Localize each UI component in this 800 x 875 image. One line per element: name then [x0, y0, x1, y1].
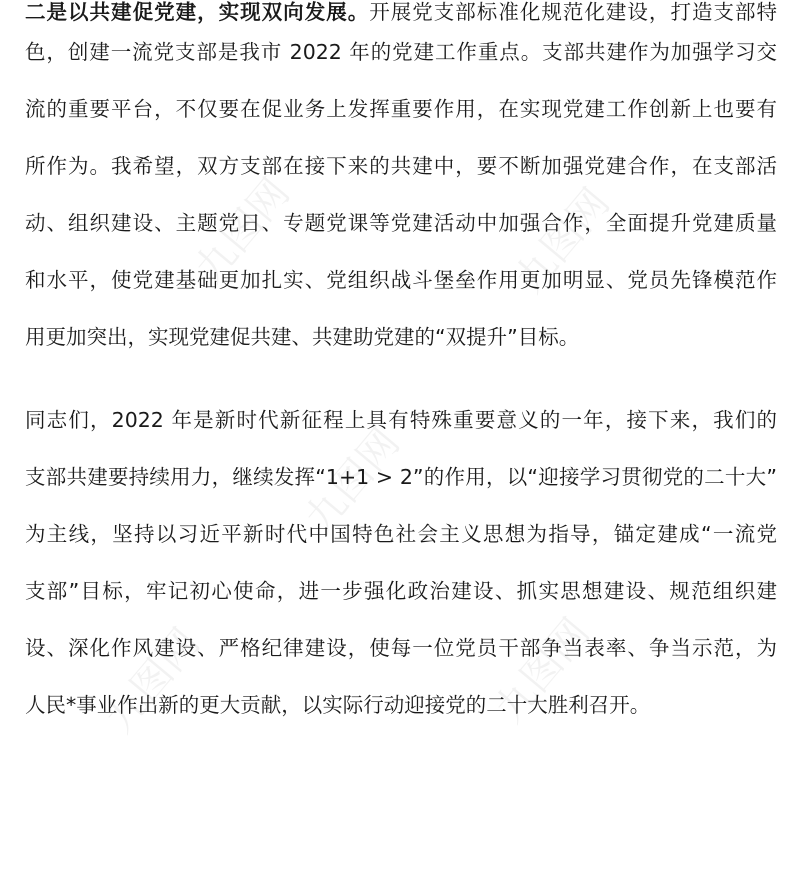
watermark: 九图网: [186, 170, 299, 292]
text-line: 为主线，坚持以习近平新时代中国特色社会主义思想为指导，锚定建成“一流党: [25, 522, 777, 546]
text-line: 和水平，使党建基础更加扎实、党组织战斗堡垒作用更加明显、党员先锋模范作: [25, 268, 777, 292]
bold-lead: 二是以共建促党建，实现双向发展。: [25, 0, 370, 24]
paragraph-1: [25, 0, 777, 366]
text-line: [25, 0, 777, 24]
watermark: 九图网: [486, 610, 599, 732]
text-line: 支部共建要持续用力，继续发挥“1+1 > 2”的作用，以“迎接学习贯彻党的二十大”: [25, 465, 777, 489]
text-line: 用更加突出，实现党建促共建、共建助党建的“双提升”目标。: [25, 325, 580, 349]
text-line: 色，创建一流党支部是我市 2022 年的党建工作重点。支部共建作为加强学习交: [25, 40, 777, 64]
paragraph-2: [25, 392, 777, 734]
watermark: 九图网: [506, 180, 619, 302]
text-line: 人民*事业作出新的更大贡献，以实际行动迎接党的二十大胜利召开。: [25, 693, 651, 717]
watermark: 九图网: [296, 420, 409, 542]
watermark: 九图网: [96, 620, 209, 742]
text-line: 流的重要平台，不仅要在促业务上发挥重要作用，在实现党建工作创新上也要有: [25, 97, 777, 121]
text-line: 支部”目标，牢记初心使命，进一步强化政治建设、抓实思想建设、规范组织建: [25, 579, 777, 603]
text-line: 动、组织建设、主题党日、专题党课等党建活动中加强合作，全面提升党建质量: [25, 211, 777, 235]
text-line: 设、深化作风建设、严格纪律建设，使每一位党员干部争当表率、争当示范，为: [25, 636, 777, 660]
text-line: 所作为。我希望，双方支部在接下来的共建中，要不断加强党建合作，在支部活: [25, 154, 777, 178]
text-line-continuation: 开展党支部标准化规范化建设，打造支部特: [369, 0, 777, 24]
text-line: 同志们，2022 年是新时代新征程上具有特殊重要意义的一年，接下来，我们的: [25, 408, 777, 432]
